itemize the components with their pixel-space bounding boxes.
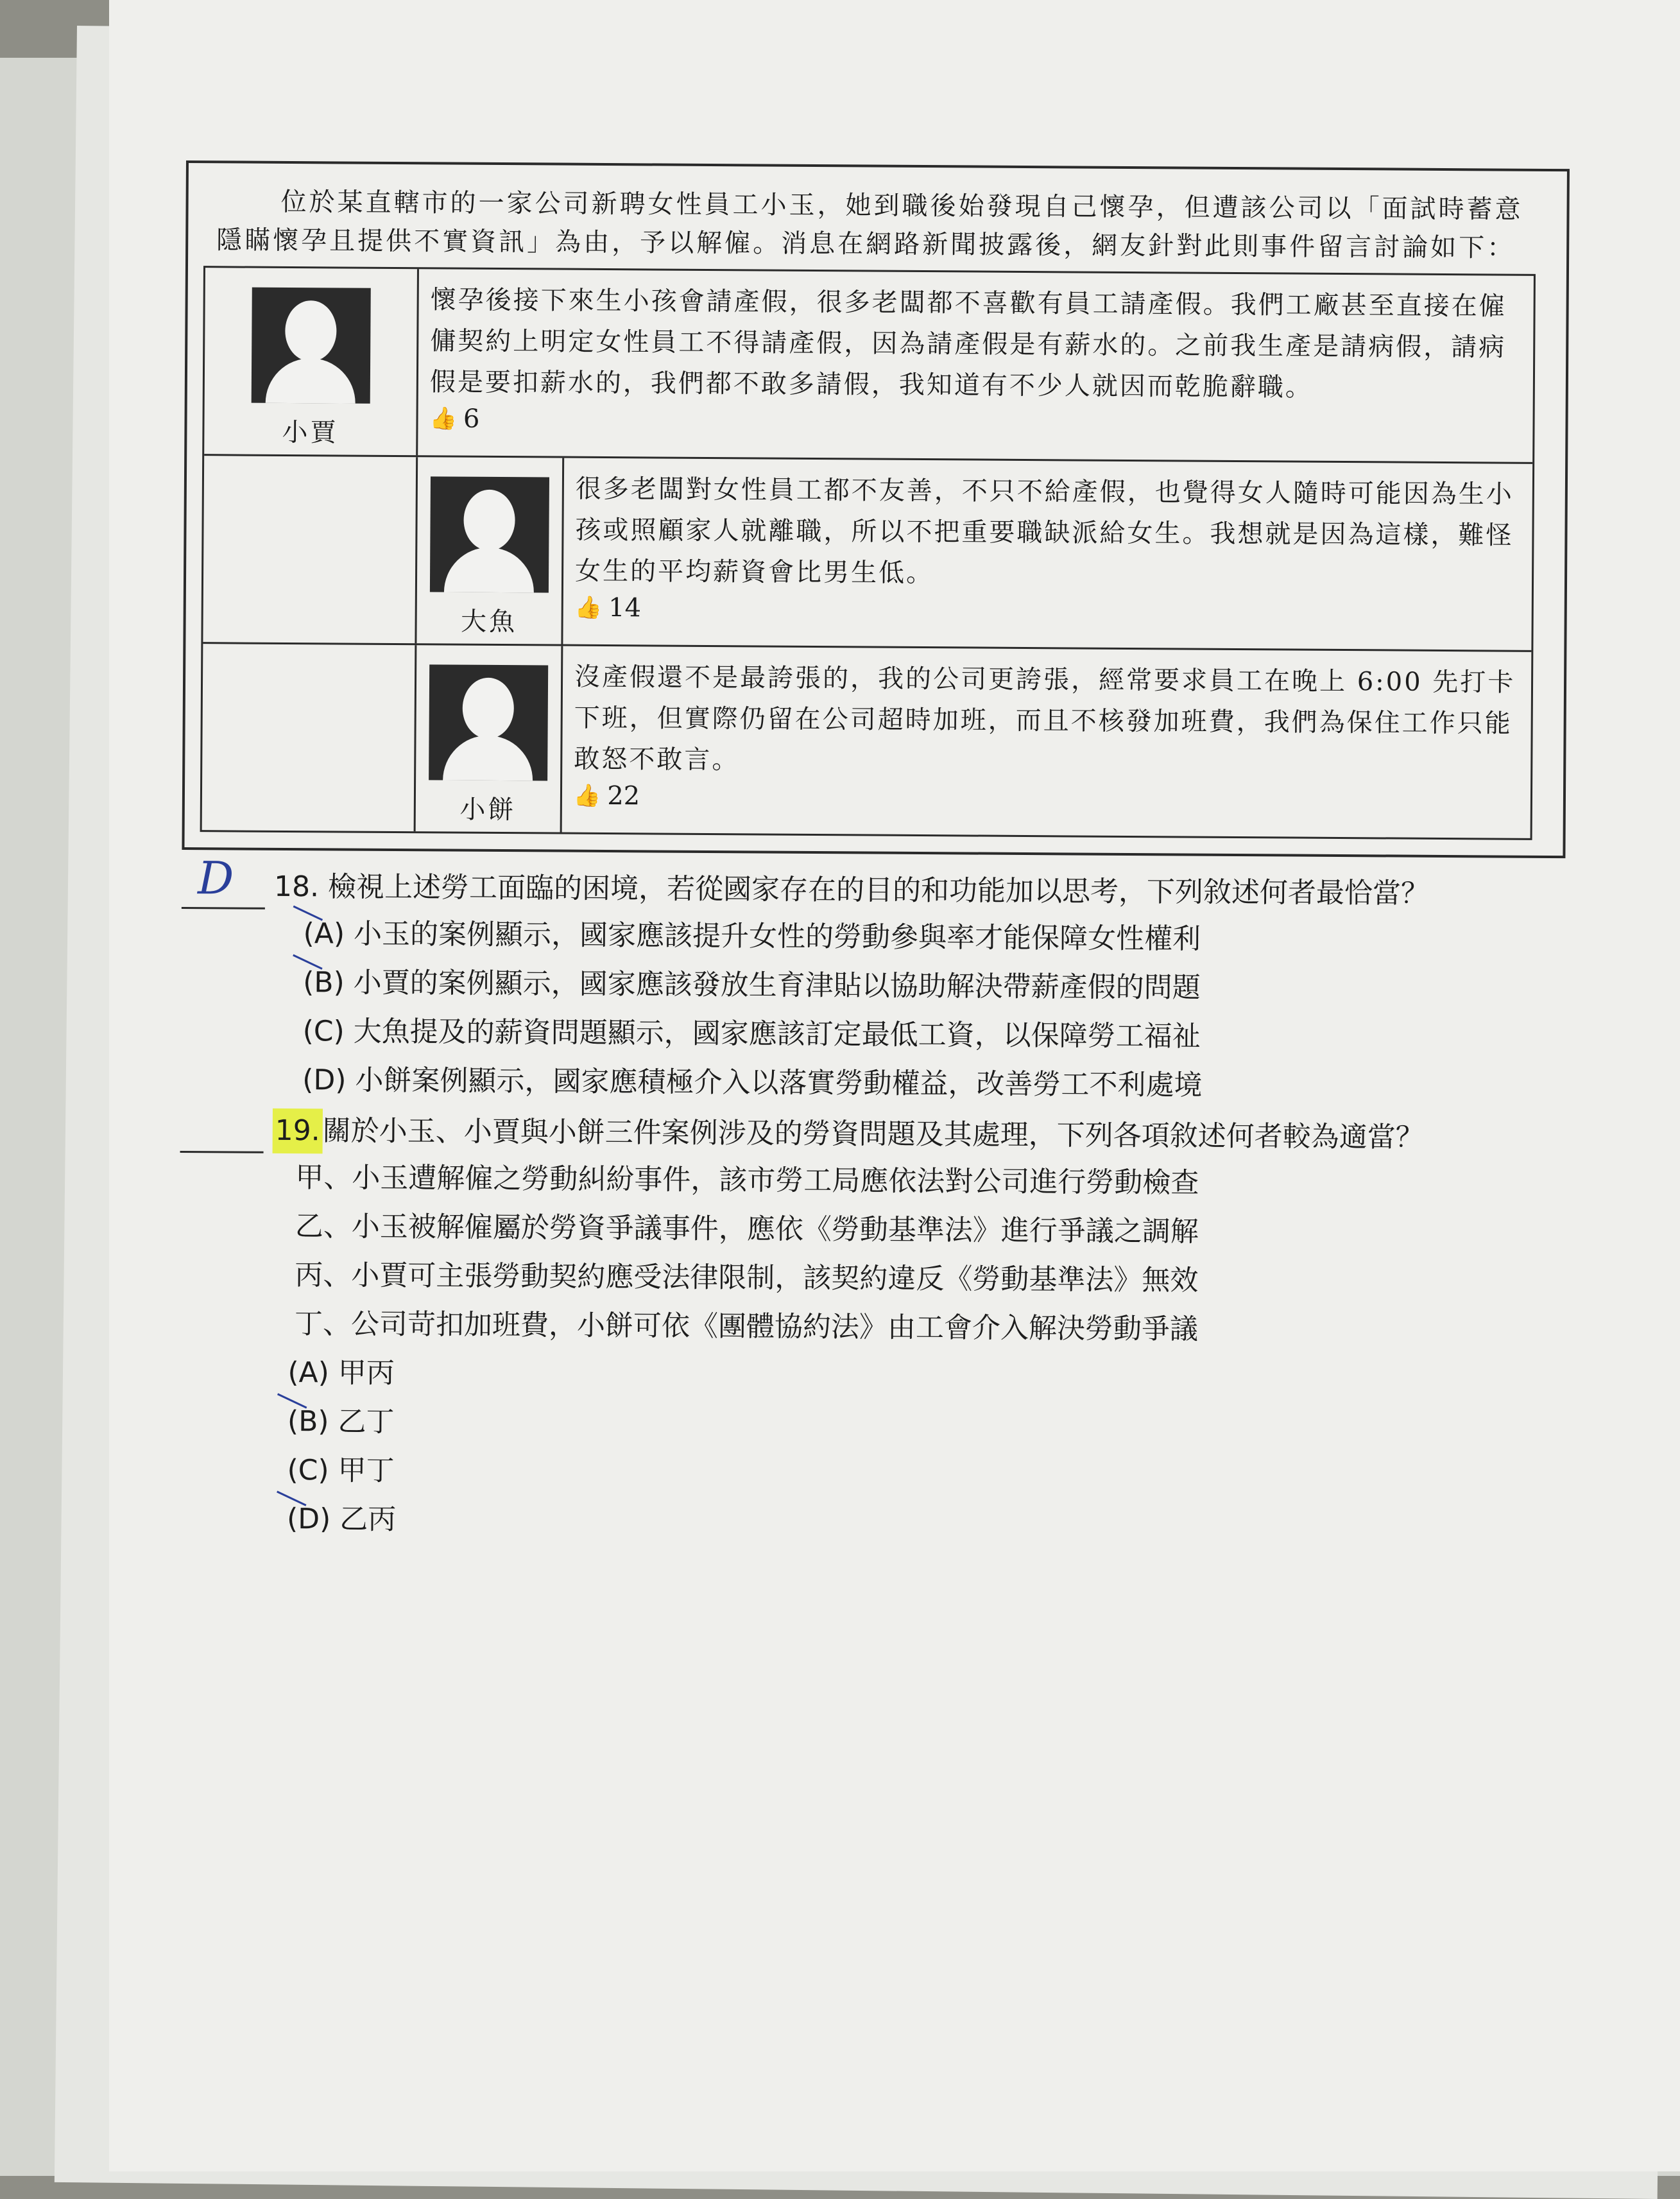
- avatar-icon: [429, 664, 548, 780]
- question-18: [180, 852, 1568, 1112]
- username: 小餅: [459, 795, 517, 825]
- like-value: 6: [463, 404, 480, 434]
- username: 大魚: [460, 607, 518, 637]
- option-label: (D) 小餅案例顯示，國家應積極介入以落實勞動權益，改善勞工不利處境: [302, 1064, 1203, 1102]
- like-value: 14: [608, 593, 642, 623]
- comment-text: 懷孕後接下來生小孩會請產假，很多老闆都不喜歡有員工請產假。我們工廠甚至直接在僱傭契約上明定女性員工不得請產假，因為請產假是有薪水的。之前我生產是請病假，請病假是要扣薪水的，我們都不敢多請假，我知道有不少人就因而乾脆辭職。: [429, 285, 1507, 402]
- question-text: 關於小玉、小賈與小餅三件案例涉及的勞資問題及其處理，下列各項敘述何者較為適當？: [322, 1114, 1424, 1154]
- options-list: [287, 1349, 1565, 1551]
- thumbs-up-icon: 👍: [429, 406, 458, 432]
- statement-bing: 丙、小賈可主張勞動契約應受法律限制，該契約違反《勞動基準法》無效: [295, 1259, 1199, 1297]
- question-19: [178, 1108, 1566, 1551]
- comment-author: [416, 457, 564, 644]
- reply-indent: [203, 456, 418, 643]
- option-label: (B) 小賈的案例顯示，國家應該發放生育津貼以協助解決帶薪產假的問題: [303, 966, 1201, 1005]
- passage-intro: 位於某直轄市的一家公司新聘女性員工小玉，她到職後始發現自己懷孕，但遭該公司以「面試時蓄意隱瞞懷孕且提供不實資訊」為由，予以解僱。消息在網路新聞披露後，網友針對此則事件留言討論如下：: [216, 187, 1523, 263]
- like-count: [429, 404, 1521, 440]
- option-b[interactable]: [303, 958, 1567, 1015]
- comment-body: [418, 269, 1534, 462]
- option-b[interactable]: [287, 1397, 1564, 1454]
- question-stem: [180, 1108, 1566, 1161]
- reply-indent: [202, 644, 417, 831]
- comment-body: [562, 646, 1532, 838]
- question-number: 19.: [273, 1108, 323, 1153]
- comments-table: [200, 266, 1536, 840]
- comment-body: [563, 458, 1532, 650]
- option-label: (B) 乙丁: [287, 1405, 395, 1439]
- option-label: (A) 小玉的案例顯示，國家應該提升女性的勞動參與率才能保障女性權利: [303, 917, 1201, 956]
- handwritten-answer: D: [197, 852, 234, 905]
- comment-text: 很多老闆對女性員工都不友善，不只不給產假，也覺得女人隨時可能因為生小孩或照顧家人就離職，所以不把重要職缺派給女生。我想就是因為這樣，難怪女生的平均薪資會比男生低。: [574, 474, 1514, 589]
- comment-row: [202, 644, 1532, 838]
- statement-ding: 丁、公司苛扣加班費，小餅可依《團體協約法》由工會介入解決勞動爭議: [294, 1307, 1199, 1346]
- like-count: [575, 593, 1520, 628]
- option-label: (C) 甲丁: [287, 1454, 395, 1488]
- answer-blank[interactable]: [182, 852, 265, 910]
- comment-row: [203, 456, 1532, 652]
- option-label: (C) 大魚提及的薪資問題顯示，國家應該訂定最低工資，以保障勞工福祉: [302, 1015, 1201, 1053]
- thumbs-up-icon: 👍: [573, 782, 601, 809]
- comment-author: [416, 645, 563, 832]
- comment-row: [204, 268, 1534, 464]
- options-list: [302, 910, 1568, 1112]
- questions: [178, 852, 1568, 1551]
- answer-blank[interactable]: [180, 1119, 264, 1153]
- option-c[interactable]: [287, 1446, 1564, 1503]
- option-c[interactable]: [302, 1007, 1566, 1064]
- question-text: 18. 檢視上述勞工面臨的困境，若從國家存在的目的和功能加以思考，下列敘述何者最恰當？: [273, 870, 1430, 910]
- option-d[interactable]: [287, 1495, 1564, 1551]
- option-d[interactable]: [302, 1056, 1566, 1112]
- statements-list: [295, 1153, 1566, 1356]
- comment-text: 沒產假還不是最誇張的，我的公司更誇張，經常要求員工在晚上 6:00 先打卡下班，但實際仍留在公司超時加班，而且不核發加班費，我們為保住工作只能敢怒不敢言。: [574, 662, 1516, 775]
- option-label: (D) 乙丙: [286, 1502, 397, 1537]
- statement-yi: 乙、小玉被解僱屬於勞資爭議事件，應依《勞動基準法》進行爭議之調解: [295, 1210, 1199, 1248]
- thumbs-up-icon: 👍: [574, 594, 603, 621]
- exam-page: [178, 160, 1572, 1555]
- statement-jia: 甲、小玉遭解僱之勞動糾紛事件，該市勞工局應依法對公司進行勞動檢查: [295, 1161, 1199, 1200]
- like-count: [574, 781, 1519, 816]
- option-a[interactable]: [303, 910, 1567, 966]
- avatar-icon: [251, 288, 370, 404]
- avatar-icon: [430, 476, 549, 592]
- option-a[interactable]: [287, 1349, 1564, 1405]
- like-value: 22: [607, 781, 640, 811]
- option-label: (A) 甲丙: [287, 1356, 395, 1390]
- comment-author: [204, 268, 419, 455]
- passage-box: [182, 160, 1570, 858]
- username: 小賈: [282, 417, 339, 448]
- question-stem: [182, 852, 1568, 917]
